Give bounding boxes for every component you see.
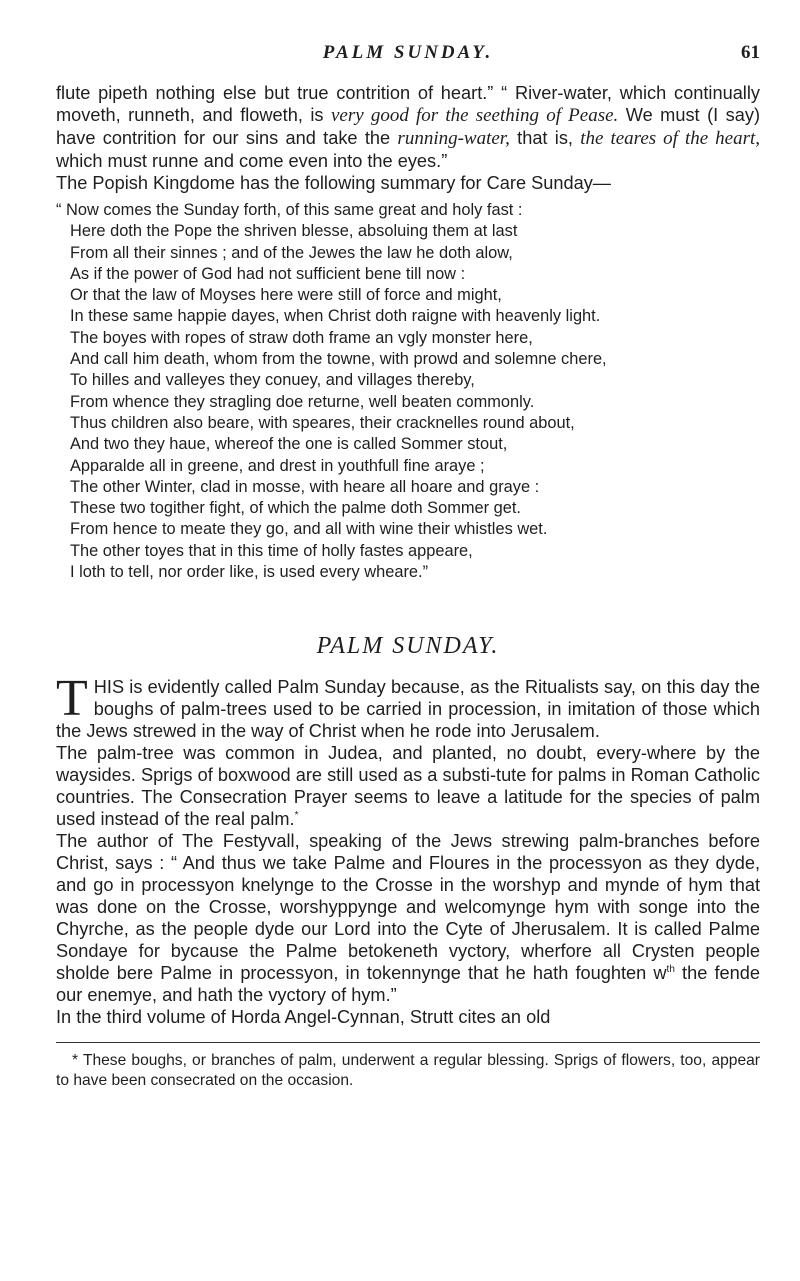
page-number: 61: [741, 42, 760, 63]
section-title: PALM SUNDAY.: [316, 633, 500, 660]
text-run: which must runne and come even into the eyes.”: [56, 151, 448, 171]
verse-line: And two they haue, whereof the one is called Sommer stout,: [70, 435, 508, 454]
italic-run: the teares of the heart,: [580, 128, 760, 149]
verse-line: From all their sinnes ; and of the Jewes the law he doth alow,: [70, 243, 513, 262]
verse-line: Thus children also beare, with speares, their cracknelles round about,: [70, 413, 575, 432]
paragraph-popish-kingdome: The Popish Kingdome has the following summary for Care Sunday—: [56, 173, 611, 193]
text-run: the fende our enemye, and hath the vyctory of hym.”: [56, 963, 760, 1006]
verse-line: “ Now comes the Sunday forth, of this same great and holy fast :: [56, 201, 523, 219]
paragraph-horda: In the third volume of Horda Angel-Cynnan, Strutt cites an old: [56, 1007, 551, 1028]
verse-line: Here doth the Pope the shriven blesse, absoluing them at last: [70, 222, 518, 241]
italic-run: running-water,: [397, 128, 510, 149]
book-page: [56, 38, 760, 1091]
footnote-rule: [56, 1042, 760, 1043]
verse-line: I loth to tell, nor order like, is used every wheare.”: [70, 563, 429, 582]
verse-line: From whence they stragling doe returne, well beaten commonly.: [70, 392, 535, 411]
drop-cap: T: [56, 670, 88, 728]
paragraph-festyvall: [56, 830, 760, 1006]
verse-line: Apparalde all in greene, and drest in youthfull fine araye ;: [70, 456, 485, 475]
paragraph-river-water: [56, 82, 760, 172]
text-run: The author of The Festyvall, speaking of the Jews strewing palm-branches before Christ, says : “ And thus we take Palme and Floures in the processyon as they dyde, and go in processyon knelynge to the Crosse in the worshyp and mynde of hym that was done on the Crosse, worshyppynge and welcomynge hym with songe into the Chyrche, as the people dyde our Lord into the Cyte of Jherusalem. It is called Palme Sondaye for bycause the Palme betokeneth vyctory, wherfore all Crysten people sholde bere Palme in processyon, in tokennynge that he hath foughten w: [56, 831, 760, 984]
footnote-reference[interactable]: *: [294, 810, 299, 822]
section-body: [56, 670, 760, 1028]
text-run: HIS is evidently called Palm Sunday because, as the Ritualists say, on this day the boughs of palm-trees used to be carried in procession, in imitation of those which the Jews strewed in the way of Christ when he rode into Jerusalem.: [56, 677, 760, 742]
verse-line: As if the power of God had not sufficient bene till now :: [70, 264, 466, 283]
text-run: flute pipeth nothing else but true contrition of heart.” “ River-water, which continually moveth, runneth, and floweth, is: [56, 83, 760, 125]
verse-line: To hilles and valleyes they conuey, and villages thereby,: [70, 371, 475, 390]
verse-quotation: [56, 200, 760, 583]
italic-run: very good for the seething of Pease.: [330, 105, 619, 126]
text-run: that is,: [509, 128, 581, 148]
verse-line: The boyes with ropes of straw doth frame an vgly monster here,: [70, 328, 533, 347]
superscript-run: th: [666, 964, 675, 976]
footnote-text: These boughs, or branches of palm, underwent a regular blessing. Sprigs of flowers, too, appear to have been consecrated on the occasion.: [56, 1052, 760, 1090]
paragraph-this-is: [56, 670, 760, 742]
footnote: [56, 1051, 760, 1091]
top-prose: [56, 82, 760, 194]
text-run: We must (I say) have contrition for our sins and take the: [56, 105, 761, 148]
verse-line: In these same happie dayes, when Christ doth raigne with heavenly light.: [70, 307, 601, 326]
text-run: The palm-tree was common in Judea, and planted, no doubt, every-where by the waysides. Sprigs of boxwood are still used as a substi-tute for palms in Roman Catholic countries. The Consecration Prayer seems to leave a latitude for the species of palm used instead of the real palm.: [56, 743, 760, 830]
paragraph-palm-tree: [56, 742, 760, 830]
verse-line: The other toyes that in this time of holly fastes appeare,: [70, 541, 473, 560]
verse-line: From hence to meate they go, and all with wine their whistles wet.: [70, 520, 548, 539]
footnote-mark: *: [72, 1052, 79, 1070]
verse-line: And call him death, whom from the towne, with prowd and solemne chere,: [70, 350, 607, 369]
verse-line: The other Winter, clad in mosse, with heare all hoare and graye :: [70, 477, 540, 496]
verse-line: Or that the law of Moyses here were still of force and might,: [70, 286, 502, 305]
running-title: PALM SUNDAY.: [322, 42, 494, 63]
running-head: [56, 38, 760, 82]
verse-line: These two togither fight, of which the palme doth Sommer get.: [70, 499, 521, 518]
